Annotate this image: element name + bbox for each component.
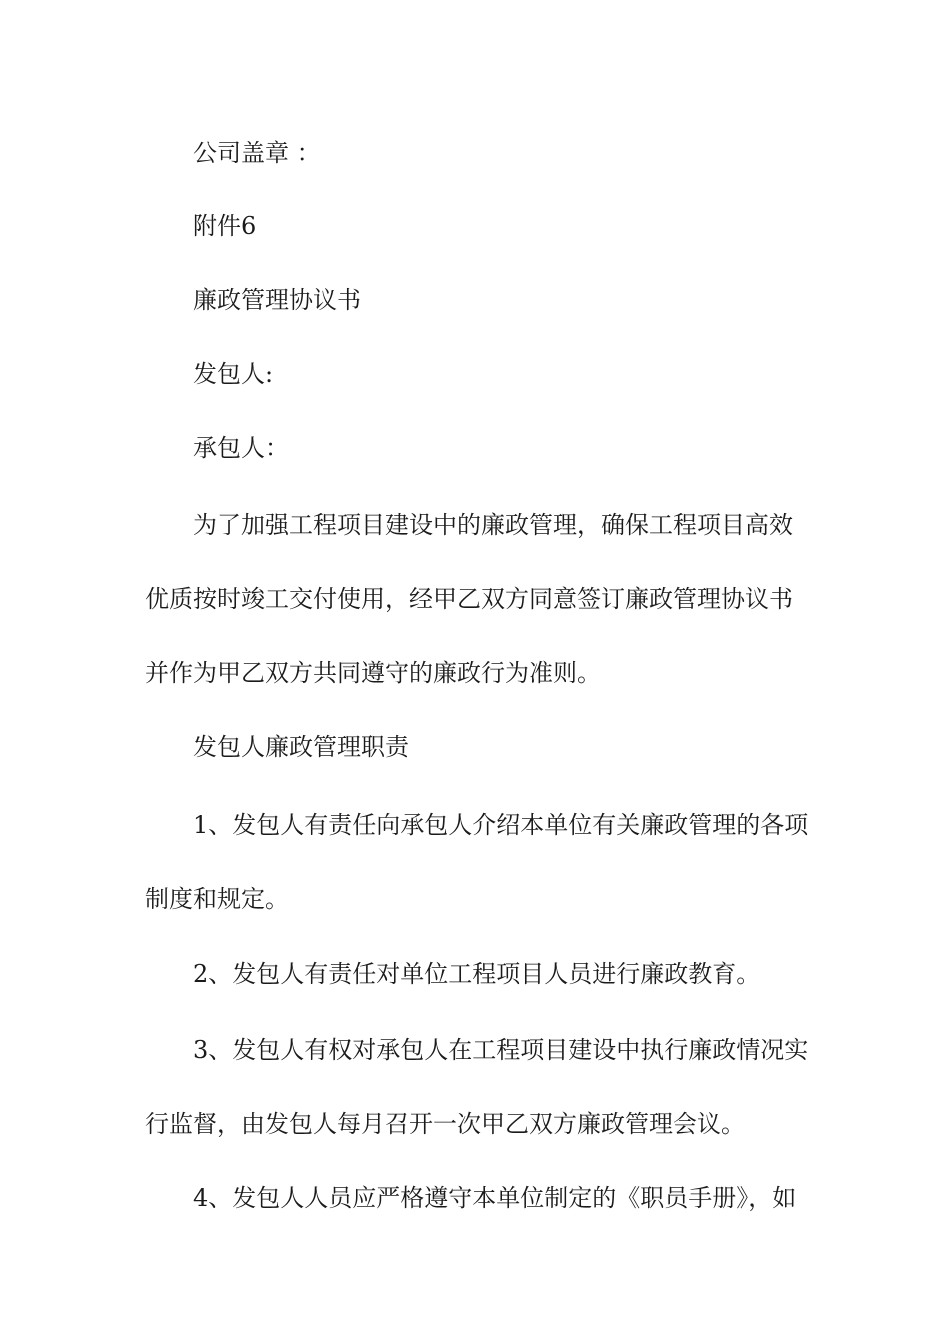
document-title: 廉政管理协议书 [193, 286, 361, 314]
paragraph-line: 4、发包人人员应严格遵守本单位制定的《职员手册》，如 [193, 1184, 797, 1212]
company-seal-line: 公司盖章 ： [193, 139, 321, 167]
attachment-label: 附件6 [193, 212, 257, 240]
contractor-field: 承包人： [193, 434, 289, 462]
paragraph-line: 为了加强工程项目建设中的廉政管理，确保工程项目高效 [193, 511, 793, 539]
paragraph-line: 并作为甲乙双方共同遵守的廉政行为准则。 [145, 659, 601, 687]
paragraph-line: 优质按时竣工交付使用，经甲乙双方同意签订廉政管理协议书 [145, 585, 793, 613]
paragraph-line: 制度和规定。 [145, 885, 289, 913]
paragraph-line: 2、发包人有责任对单位工程项目人员进行廉政教育。 [193, 960, 761, 988]
section-heading: 发包人廉政管理职责 [193, 733, 409, 761]
paragraph-line: 3、发包人有权对承包人在工程项目建设中执行廉政情况实 [193, 1036, 809, 1064]
paragraph-line: 1、发包人有责任向承包人介绍本单位有关廉政管理的各项 [193, 811, 809, 839]
employer-field: 发包人: [193, 360, 274, 388]
paragraph-line: 行监督，由发包人每月召开一次甲乙双方廉政管理会议。 [145, 1110, 745, 1138]
